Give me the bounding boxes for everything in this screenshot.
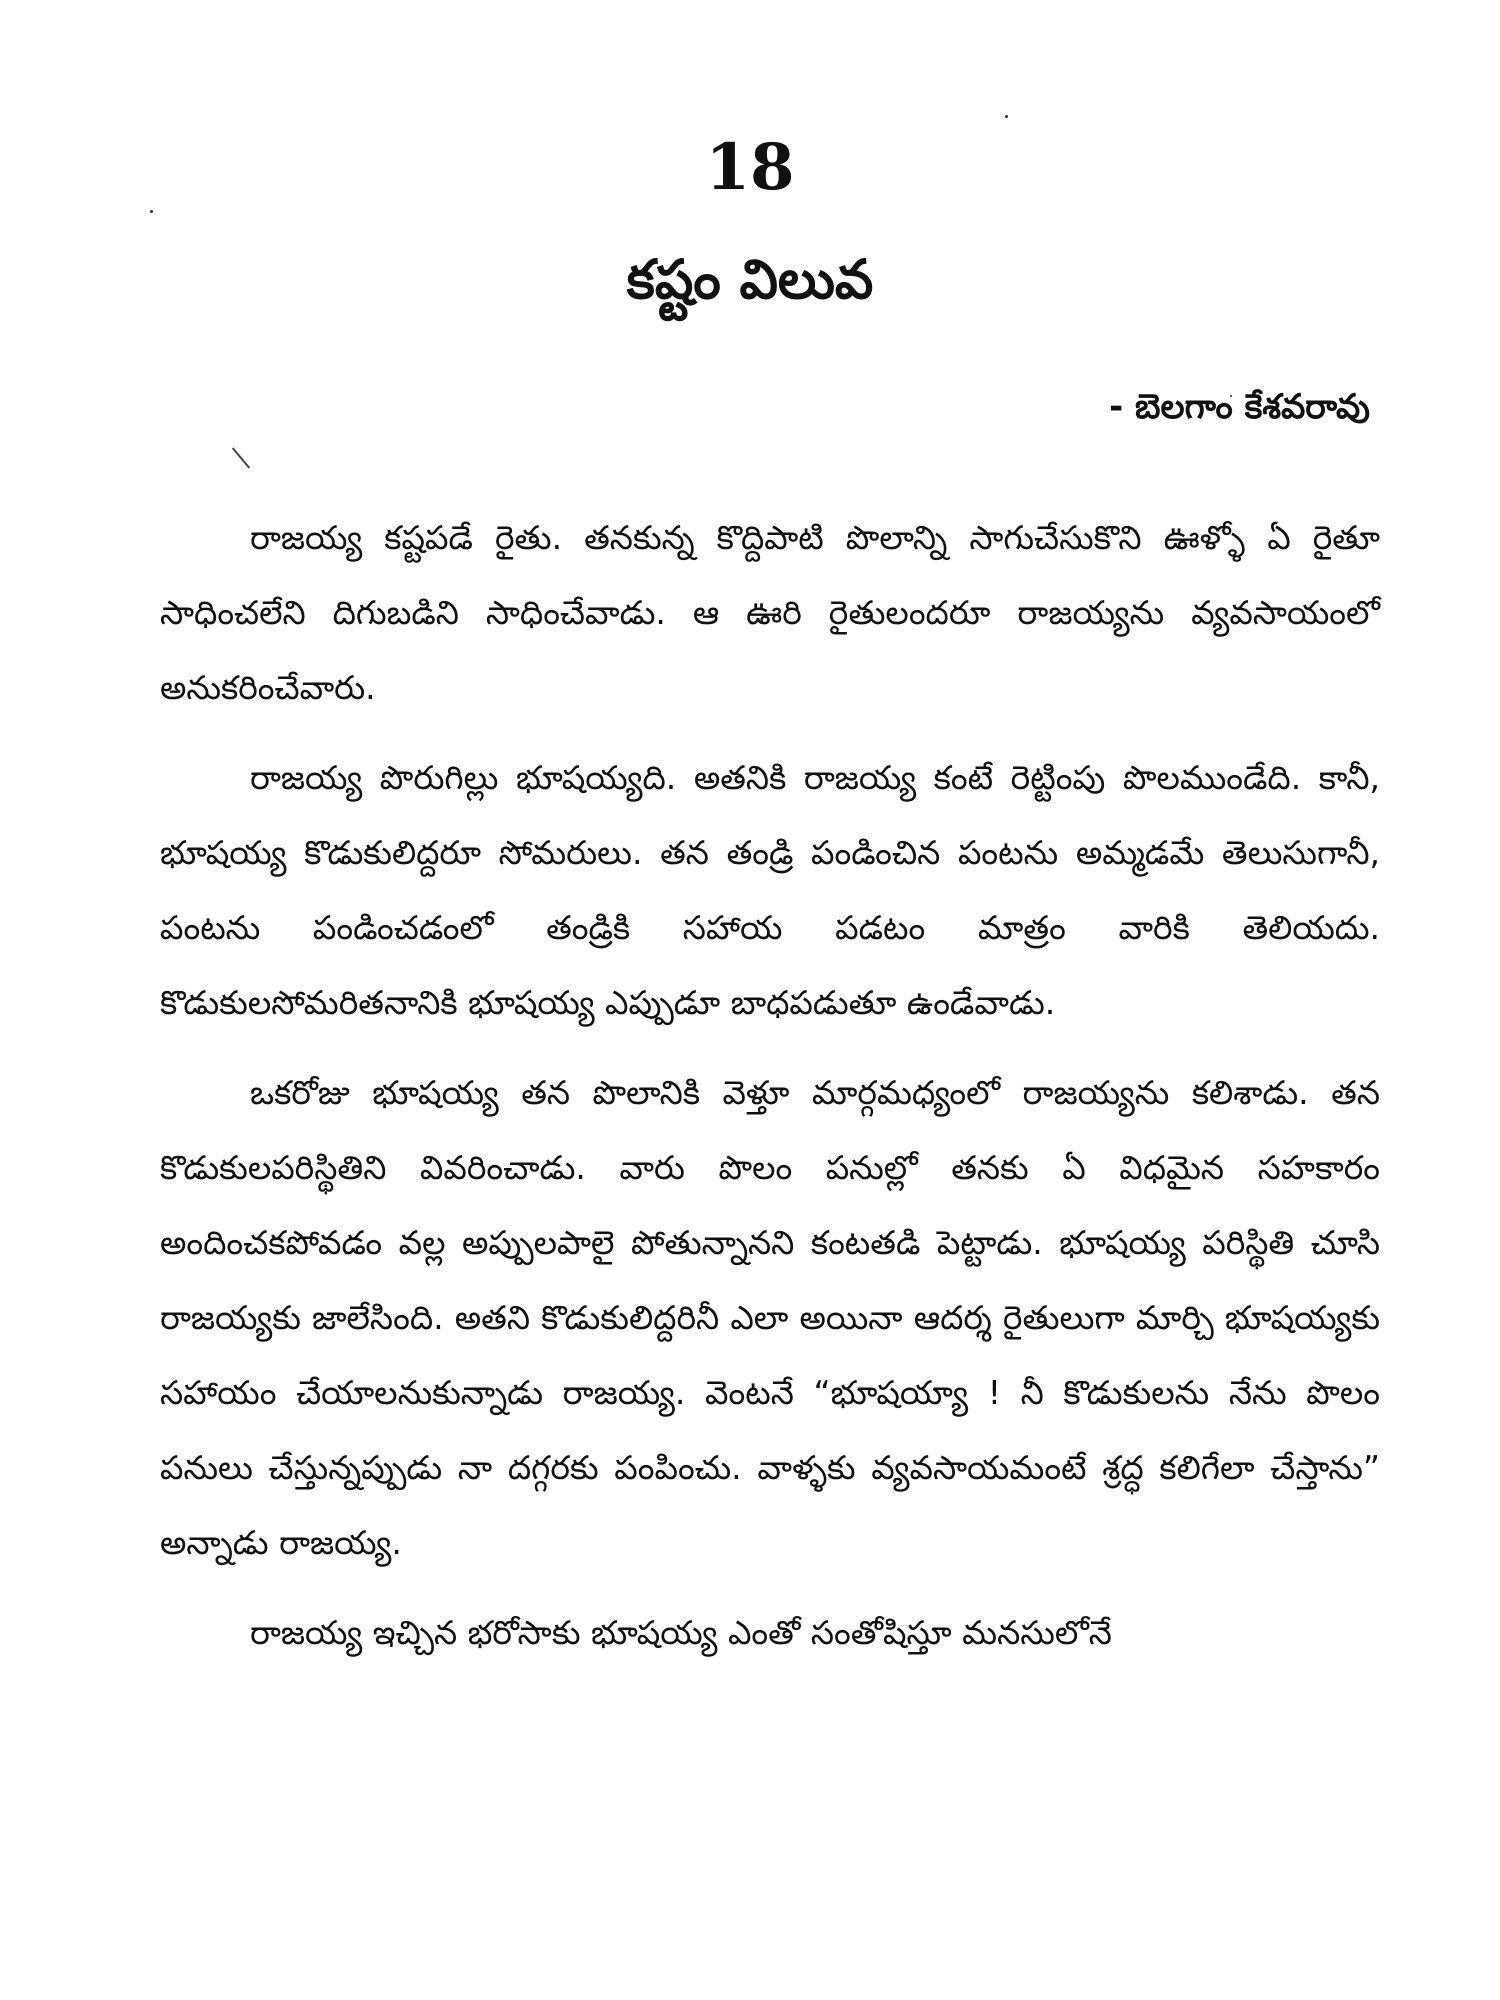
paragraph-3: ఒకరోజు భూషయ్య తన పొలానికి వెళ్తూ మార్గమధ్యంలో రాజయ్యను కలిశాడు. తన కొడుకులపరిస్థితిని వివరించాడు. వారు పొలం పనుల్లో తనకు ఏ విధమైన సహకారం అందించకపోవడం వల్ల అప్పులపాలై పోతున్నానని కంటతడి పెట్టాడు. భూషయ్య పరిస్థితి చూసి రాజయ్యకు జాలేసింది. అతని కొడుకులిద్దరినీ ఎలా అయినా ఆదర్శ రైతులుగా మార్చి భూషయ్యకు సహాయం చేయాలనుకున్నాడు రాజయ్య. వెంటనే “భూషయ్యా ! నీ కొడుకులను నేను పొలం పనులు చేస్తున్నప్పుడు నా దగ్గరకు పంపించు. వాళ్ళకు వ్యవసాయమంటే శ్రద్ధ కలిగేలా చేస్తాను” అన్నాడు రాజయ్య. [160, 1073, 1380, 1562]
chapter-title: కష్టం విలువ [626, 248, 874, 311]
print-scratch [232, 447, 250, 468]
chapter-number: 18 [705, 130, 795, 205]
print-speck [150, 210, 153, 213]
author-byline: - బెలగాం కేశవరావు [1109, 387, 1370, 427]
paragraph-1: రాజయ్య కష్టపడే రైతు. తనకున్న కొద్దిపాటి పొలాన్ని సాగుచేసుకొని ఊళ్ళో ఏ రైతూ సాధించలేని దిగుబడిని సాధించేవాడు. ఆ ఊరి రైతులందరూ రాజయ్యను వ్యవసాయంలో అనుకరించేవారు. [160, 518, 1380, 707]
story-body [160, 500, 1380, 1670]
print-speck [1005, 115, 1008, 118]
paragraph-2: రాజయ్య పొరుగిల్లు భూషయ్యది. అతనికి రాజయ్య కంటే రెట్టింపు పొలముండేది. కానీ, భూషయ్య కొడుకులిద్దరూ సోమరులు. తన తండ్రి పండించిన పంటను అమ్మడమే తెలుసుగానీ, పంటను పండించడంలో తండ్రికి సహాయ పడటం మాత్రం వారికి తెలియదు. కొడుకులసోమరితనానికి భూషయ్య ఎప్పుడూ బాధపడుతూ ఉండేవాడు. [160, 758, 1380, 1022]
paragraph-4: రాజయ్య ఇచ్చిన భరోసాకు భూషయ్య ఎంతో సంతోషిస్తూ మనసులోనే [250, 1613, 1112, 1652]
